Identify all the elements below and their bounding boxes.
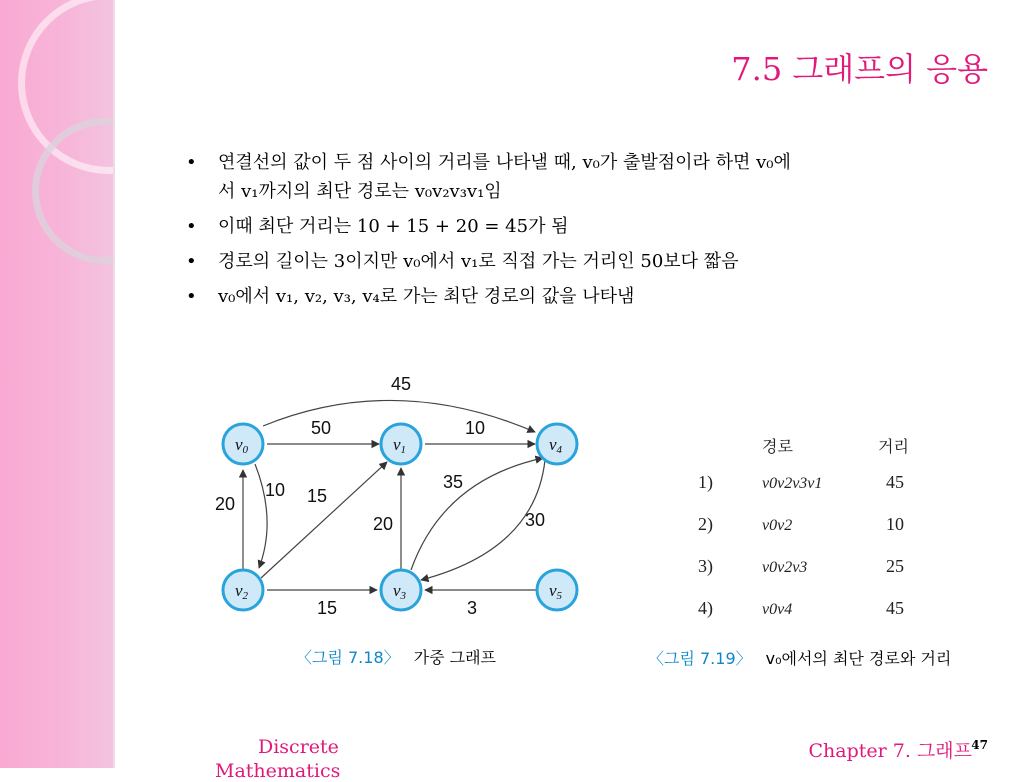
bullet-text: 서 v₁까지의 최단 경로는 v₀v₂v₃v₁임	[218, 181, 502, 202]
weight-label: 3	[467, 598, 478, 618]
row-path: v0v2v3	[762, 559, 808, 576]
row-path: v0v2	[762, 517, 793, 534]
bullet-dot: •	[186, 251, 197, 272]
shortest-path-table	[690, 430, 950, 630]
page-number: 47	[971, 738, 988, 752]
weight-label: 10	[265, 480, 286, 500]
node-label: v4	[549, 435, 563, 456]
weight-label: 15	[307, 486, 328, 506]
weight-label: 15	[317, 598, 338, 618]
footer-course-2: Mathematics	[215, 760, 341, 782]
table-caption-text: v₀에서의 최단 경로와 거리	[765, 649, 952, 668]
node-label: v2	[235, 581, 249, 602]
row-path: v0v4	[762, 601, 793, 618]
row-distance: 45	[886, 472, 904, 492]
row-number: 1)	[698, 472, 713, 492]
row-distance: 10	[886, 514, 904, 534]
row-number: 4)	[698, 598, 713, 618]
decorative-sidebar	[0, 0, 113, 768]
bullet-text: 연결선의 값이 두 점 사이의 거리를 나타낼 때, v₀가 출발점이라 하면 v₀에	[218, 152, 791, 173]
slide-title: 7.5 그래프의 응용	[731, 50, 988, 88]
bullet-dot: •	[186, 152, 197, 173]
row-distance: 45	[886, 598, 904, 618]
bullet-item	[180, 247, 980, 276]
node-label: v1	[393, 435, 407, 456]
weight-label: 35	[443, 472, 464, 492]
table-header: 경로	[762, 439, 793, 456]
footer-course: Discrete	[258, 736, 339, 758]
weight-label: 10	[465, 418, 486, 438]
row-distance: 25	[886, 556, 904, 576]
table-header: 거리	[878, 439, 909, 456]
bullet-dot: •	[186, 216, 197, 237]
row-number: 3)	[698, 556, 713, 576]
row-path: v0v2v3v1	[762, 475, 823, 492]
table-caption	[648, 646, 951, 669]
bullet-text: 이때 최단 거리는 10 + 15 + 20 = 45가 됨	[218, 216, 569, 237]
weight-label: 45	[391, 374, 412, 394]
bullet-text: v₀에서 v₁, v₂, v₃, v₄로 가는 최단 경로의 값을 나타냄	[218, 286, 635, 307]
row-number: 2)	[698, 514, 713, 534]
bullet-dot: •	[186, 286, 197, 307]
sidebar-divider	[113, 0, 115, 768]
weight-label: 20	[215, 494, 236, 514]
figure-number: 〈그림 7.19〉	[648, 649, 752, 668]
bullet-item	[180, 282, 980, 311]
weight-label: 50	[311, 418, 332, 438]
edge-v3-v4	[411, 458, 546, 570]
weighted-graph	[205, 370, 595, 630]
figure-caption-text: 가중 그래프	[413, 648, 496, 667]
footer-chapter: Chapter 7. 그래프	[808, 740, 972, 762]
node-label: v3	[393, 581, 407, 602]
node-label: v5	[549, 581, 563, 602]
weight-label: 20	[373, 514, 394, 534]
figure-number: 〈그림 7.18〉	[296, 648, 400, 667]
weight-label: 30	[525, 510, 546, 530]
figure-caption	[296, 645, 496, 668]
node-label: v0	[235, 435, 249, 456]
bullet-list	[180, 148, 980, 317]
bullet-item	[180, 212, 980, 241]
bullet-item	[180, 148, 980, 206]
bullet-text: 경로의 길이는 3이지만 v₀에서 v₁로 직접 가는 거리인 50보다 짧음	[218, 251, 739, 272]
